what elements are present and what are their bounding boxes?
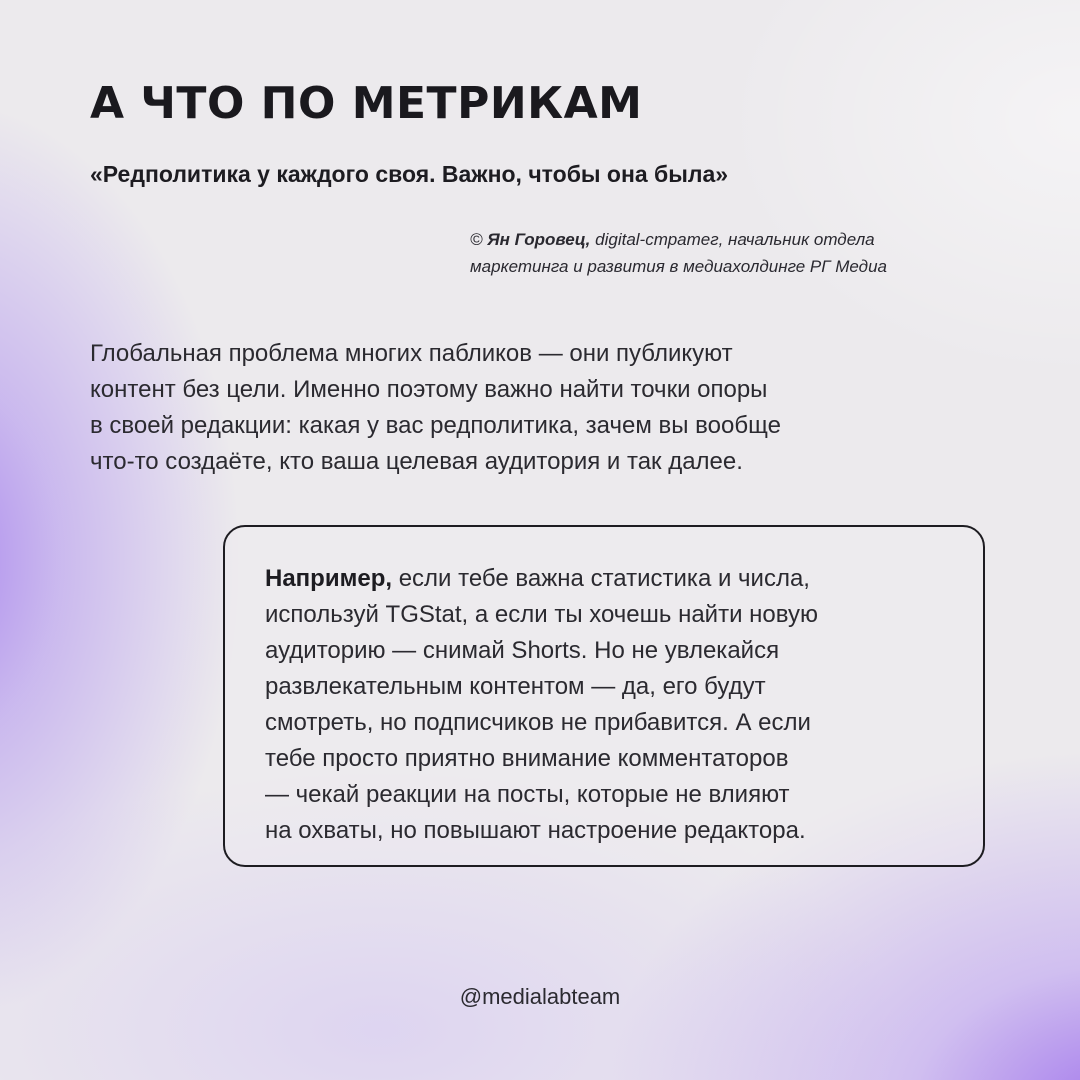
body-line: Глобальная проблема многих пабликов — они публикуют — [90, 340, 733, 367]
body-paragraph — [90, 336, 990, 480]
example-line: на охваты, но повышают настроение редактора. — [265, 817, 806, 844]
body-line: что-то создаёте, кто ваша целевая аудитория и так далее. — [90, 448, 743, 475]
author-role-part-1: digital-стратег, начальник отдела — [595, 230, 875, 249]
body-line: в своей редакции: какая у вас редполитика, зачем вы вообще — [90, 412, 781, 439]
example-line: тебе просто приятно внимание комментаторов — [265, 745, 789, 772]
attribution-line-1 — [470, 226, 1010, 253]
author-role-part-2: маркетинга и развития в медиахолдинге РГ Медиа — [470, 257, 887, 276]
body-line: контент без цели. Именно поэтому важно найти точки опоры — [90, 376, 768, 403]
example-line: используй TGStat, а если ты хочешь найти новую — [265, 601, 818, 628]
author-name: Ян Горовец, — [487, 230, 591, 249]
example-line: смотреть, но подписчиков не прибавится. А если — [265, 709, 811, 736]
example-line: аудиторию — снимай Shorts. Но не увлекайся — [265, 637, 780, 664]
quote-text: «Редполитика у каждого своя. Важно, чтобы она была» — [90, 161, 729, 187]
example-lead: Например, — [265, 565, 393, 592]
example-line-first — [265, 561, 818, 597]
quote-attribution — [470, 226, 1010, 280]
footer-handle: @medialabteam — [459, 984, 621, 1009]
example-line: развлекательным контентом — да, его будут — [265, 673, 766, 700]
example-callout-box — [223, 525, 985, 867]
example-paragraph — [265, 561, 818, 849]
copyright-sign: © — [470, 230, 483, 249]
example-first-line-rest: если тебе важна статистика и числа, — [392, 565, 810, 592]
page-title: А ЧТО ПО МЕТРИКАМ — [90, 78, 643, 129]
example-line: — чекай реакции на посты, которые не влияют — [265, 781, 790, 808]
